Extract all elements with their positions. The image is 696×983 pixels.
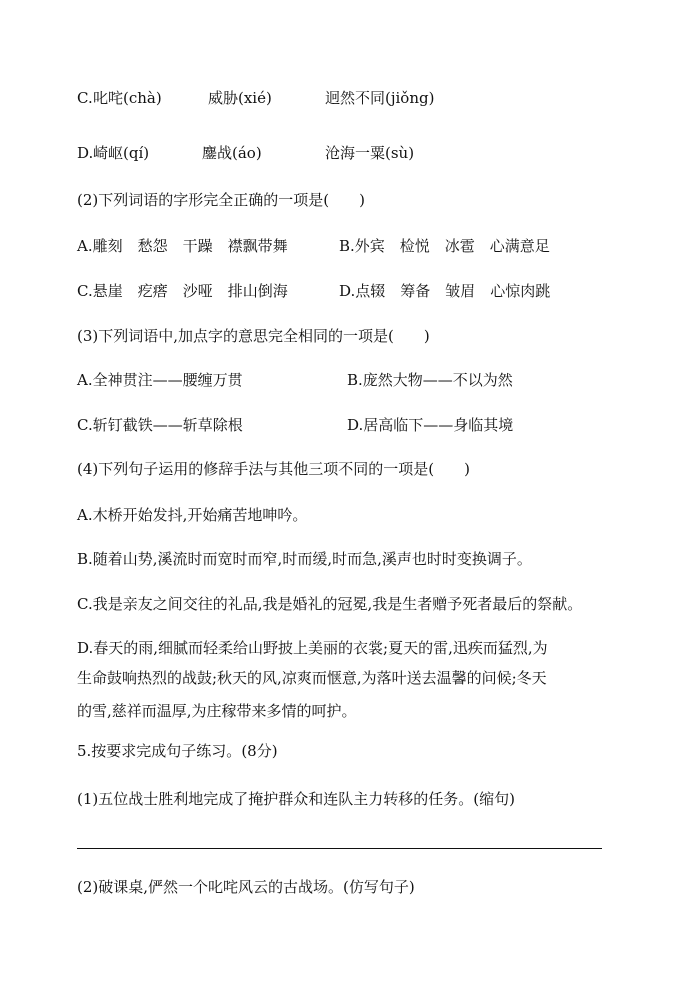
- option-label: D.: [77, 144, 94, 162]
- option-text: A.雕刻 愁怨 干躁 襟飘带舞: [77, 237, 288, 255]
- option-word: 沧海一粟(sù): [325, 144, 415, 162]
- option-word: 迥然不同(jiǒng): [325, 89, 435, 107]
- option-text: D.春天的雨,细腻而轻柔给山野披上美丽的衣裳;夏天的雷,迅疾而猛烈,为: [77, 639, 548, 657]
- question-stem: (4)下列句子运用的修辞手法与其他三项不同的一项是( ): [77, 460, 470, 478]
- option-text: B.随着山势,溪流时而宽时而窄,时而缓,时而急,溪声也时时变换调子。: [77, 550, 532, 568]
- question-item: (1)五位战士胜利地完成了掩护群众和连队主力转移的任务。(缩句): [77, 790, 515, 808]
- option-word: 崎岖(qí): [93, 144, 150, 162]
- option-text: C.悬崖 疙瘩 沙哑 排山倒海: [77, 282, 288, 300]
- option-text: C.斩钉截铁——斩草除根: [77, 416, 243, 434]
- question-item: (2)破课桌,俨然一个叱咤风云的古战场。(仿写句子): [77, 878, 415, 896]
- section-title: 5.按要求完成句子练习。(8分): [77, 742, 278, 760]
- option-word: 鏖战(áo): [202, 144, 262, 162]
- option-text: D.点辍 筹备 皱眉 心惊肉跳: [339, 282, 551, 300]
- option-text: A.木桥开始发抖,开始痛苦地呻吟。: [77, 506, 308, 524]
- option-text: 的雪,慈祥而温厚,为庄稼带来多情的呵护。: [77, 702, 357, 720]
- option-word: 威胁(xié): [208, 89, 272, 107]
- option-text: 生命鼓响热烈的战鼓;秋天的风,凉爽而惬意,为落叶送去温馨的问候;冬天: [77, 669, 547, 687]
- question-stem: (2)下列词语的字形完全正确的一项是( ): [77, 191, 365, 209]
- option-label: C.: [77, 89, 93, 107]
- answer-line[interactable]: [77, 848, 602, 849]
- option-text: B.庞然大物——不以为然: [347, 371, 513, 389]
- option-text: B.外宾 检悦 冰雹 心满意足: [339, 237, 550, 255]
- option-text: A.全神贯注——腰缠万贯: [77, 371, 243, 389]
- option-text: C.我是亲友之间交往的礼品,我是婚礼的冠冕,我是生者赠予死者最后的祭献。: [77, 595, 583, 613]
- option-text: D.居高临下——身临其境: [347, 416, 514, 434]
- option-word: 叱咤(chà): [93, 89, 162, 107]
- question-stem: (3)下列词语中,加点字的意思完全相同的一项是( ): [77, 327, 430, 345]
